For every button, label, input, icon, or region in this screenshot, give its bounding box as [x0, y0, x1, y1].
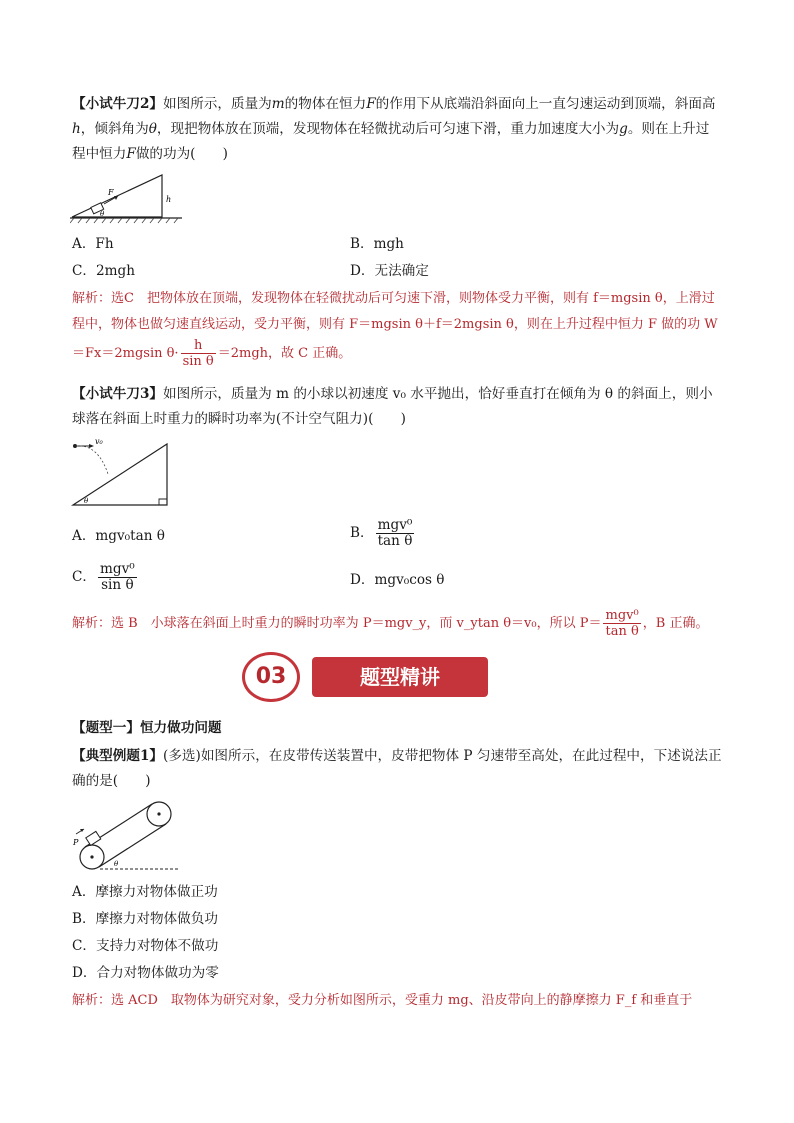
belt-bottom — [99, 824, 166, 867]
option-c[interactable]: C．支持力对物体不做功 — [72, 938, 219, 954]
force-label: F — [108, 188, 114, 197]
section-number-badge: 03 — [242, 652, 300, 702]
option-a[interactable]: A．Fh — [72, 236, 114, 252]
option-b[interactable]: B．摩擦力对物体做负功 — [72, 911, 218, 927]
option-a[interactable]: A．mgv₀tan θ — [72, 528, 165, 544]
example-1-options — [72, 880, 722, 988]
question-tag: 【小试牛刀3】 — [72, 386, 164, 402]
example-1 — [72, 744, 722, 794]
question-2 — [72, 92, 722, 167]
option-c[interactable]: C． $\frac{\text{mgv⁰}}{\text{sin θ}}$ — [72, 561, 135, 593]
question-tag: 【典型例题1】 — [72, 748, 164, 764]
type-heading: 【题型一】恒力做功问题 — [72, 720, 222, 736]
option-b[interactable]: B． $\frac{\text{mgv⁰}}{\text{tan θ}}$ — [350, 517, 413, 549]
option-a[interactable]: A．摩擦力对物体做正功 — [72, 884, 218, 900]
options-row-2 — [72, 562, 722, 600]
question-3 — [72, 382, 722, 432]
answer-fraction: $\frac{\text{mgv⁰}}{\text{tan θ}}$ — [605, 608, 639, 639]
question-tag: 【小试牛刀2】 — [72, 96, 164, 112]
right-angle-mark — [159, 499, 167, 505]
trajectory — [76, 446, 108, 474]
option-b[interactable]: B．mgh — [350, 236, 404, 252]
options-row-1 — [72, 232, 722, 258]
answer-q2: 解析：选C 把物体放在顶端，发现物体在轻微扰动后可匀速下滑，则物体受力平衡，则有 f＝mgsin θ，上滑过程中，物体也做匀速直线运动，受力平衡，则有 F＝mgsin θ＋f＝2mgsin θ，则在上升过程中恒力 F 做的功 W＝Fx＝2mgsin θ· $\frac{h}{\text{sin θ}}$ ＝2mgh，故 C 正确。 — [72, 291, 718, 369]
answer-fraction: $\frac{h}{\text{sin θ}}$ — [182, 338, 214, 369]
incline-triangle — [73, 444, 167, 505]
velocity-label: v₀ — [95, 438, 103, 446]
section-banner — [242, 652, 492, 702]
option-d[interactable]: D．合力对物体做功为零 — [72, 965, 219, 981]
question-3-stem: 如图所示，质量为 m 的小球以初速度 v₀ 水平抛出，恰好垂直打在倾角为 θ 的斜面上，则小球落在斜面上时重力的瞬时功率为(不计空气阻力)( ) — [72, 386, 713, 427]
velocity-arrow-head — [89, 444, 94, 448]
option-b-fraction: $\frac{\text{mgv⁰}}{\text{tan θ}}$ — [377, 517, 413, 549]
ground-hatch — [70, 218, 178, 223]
height-label: h — [166, 195, 172, 204]
example-1-stem: (多选)如图所示，在皮带传送装置中，皮带把物体 P 匀速带至高处，在此过程中，下述说法正确的是( ) — [72, 748, 722, 789]
options-row-2 — [72, 259, 722, 285]
answer-q3: 解析：选 B 小球落在斜面上时重力的瞬时功率为 P＝mgv_y，而 v_ytan θ＝v₀，所以 P＝ $\frac{\text{mgv⁰}}{\text{tan θ}}$ ，B 正确。 — [72, 608, 709, 639]
option-d[interactable]: D．无法确定 — [350, 263, 429, 279]
option-c-fraction: $\frac{\text{mgv⁰}}{\text{sin θ}}$ — [100, 561, 135, 593]
projectile-figure-q3 — [70, 438, 175, 510]
section-title: 题型精讲 — [312, 657, 488, 697]
object-label: P — [73, 838, 79, 847]
option-c[interactable]: C．2mgh — [72, 263, 135, 279]
angle-label: θ — [84, 497, 89, 505]
conveyor-figure — [70, 798, 182, 874]
angle-label: θ — [114, 860, 119, 868]
answer-example-1: 解析：选 ACD 取物体为研究对象，受力分析如图所示，受重力 mg、沿皮带向上的静摩擦力 F_f 和垂直于 — [72, 993, 693, 1008]
option-d[interactable]: D．mgv₀cos θ — [350, 572, 445, 588]
question-2-stem: 【小试牛刀2】如图所示，质量为m的物体在恒力F的作用下从底端沿斜面向上一直匀速运动到顶端，斜面高h，倾斜角为θ，现把物体放在顶端，发现物体在轻微扰动后可匀速下滑，重力加速度大小为g。则在上升过程中恒力F做的功为( ) — [72, 96, 716, 162]
incline-figure-q2 — [70, 172, 190, 224]
object-p — [86, 831, 101, 845]
options-row-1 — [72, 518, 722, 556]
angle-label: θ — [100, 210, 105, 218]
